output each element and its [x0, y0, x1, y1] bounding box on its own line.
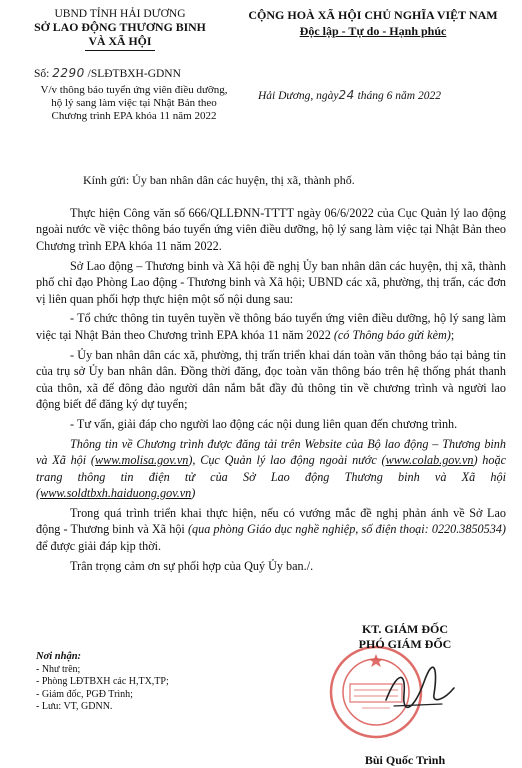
subject-line: hộ lý sang làm việc tại Nhật Bản theo [51, 97, 217, 109]
paragraph-text: - Tổ chức thông tin tuyên tuyền về thông báo tuyển ứng viên điều dưỡng, hộ lý sang làm việc tại Nhật Bản theo Chương trình EPA khóa 11 năm 2022 [36, 311, 506, 342]
document-number [34, 66, 181, 80]
website-link-colab[interactable]: www.colab.gov.vn [385, 453, 474, 468]
document-body [36, 205, 506, 578]
body-paragraph: - Tư vấn, giải đáp cho người lao động các nội dung liên quan đến chương trình. [70, 416, 458, 431]
paragraph-text: để được giải đáp kịp thời. [36, 538, 162, 553]
paragraph-text: Thông tin về Chương trình được đăng tải trên Website của Bộ lao động – Thương binh và Xã hội ( [36, 436, 506, 468]
signer-title-line1: KT. GIÁM ĐỐC [361, 622, 449, 636]
doc-number-suffix: /SLĐTBXH-GDNN [87, 68, 181, 80]
paragraph-text: ), Cục Quản lý lao động ngoài nước ( [188, 453, 386, 468]
handwritten-signature [380, 660, 460, 720]
issuer-org-line2: VÀ XÃ HỘI [88, 34, 152, 48]
body-paragraph: Thực hiện Công văn số 666/QLLĐNN-TTTT ngày 06/6/2022 của Cục Quản lý lao động ngoài nước về việc thông báo tuyển ứng viên điều dưỡng, hộ lý sang làm việc tại Nhật Bản theo Chương trình EPA khóa 11 năm 2022. [36, 206, 506, 253]
recipient-item: - Giám đốc, PGĐ Trình; [36, 688, 133, 700]
document-subject [14, 84, 254, 123]
signer-name: Bùi Quốc Trình [364, 753, 446, 767]
contact-note: (qua phòng Giáo dục nghề nghiệp, số điện thoại: 0220.3850534) [187, 522, 506, 537]
recipient-item: - Phòng LĐTBXH các H,TX,TP; [36, 676, 169, 687]
place-date [258, 88, 518, 102]
attachment-note: (có Thông báo gửi kèm) [333, 327, 451, 342]
paragraph-text: Trong quá trình triển khai thực hiện, nếu có vướng mắc đề nghị phản ánh về Sở Lao động - Thương binh và Xã hội [36, 505, 506, 537]
issuer-divider [85, 50, 155, 51]
addressee: Kính gửi: Ủy ban nhân dân các huyện, thị xã, thành phố. [83, 173, 355, 187]
recipient-item: - Như trên; [36, 663, 81, 675]
body-paragraph: Sở Lao động – Thương binh và Xã hội đề nghị Ủy ban nhân dân các huyện, thị xã, thành phố chỉ đạo Phòng Lao động - Thương binh và Xã hội; UBND các xã, phường, thị trấn, các đơn vị liên quan phối hợp thực hiện một số nội dung sau: [36, 258, 506, 306]
subject-line: Chương trình EPA khóa 11 năm 2022 [51, 110, 217, 122]
issuer-org-line1: SỞ LAO ĐỘNG THƯƠNG BINH [34, 20, 206, 34]
body-paragraph [36, 310, 506, 343]
date-day-handwritten: 24 [338, 88, 355, 102]
place-date-suffix: tháng 6 năm 2022 [357, 90, 441, 102]
paragraph-text: ) [191, 486, 196, 500]
national-motto: Độc lập - Tự do - Hạnh phúc [299, 24, 447, 38]
recipient-item: - Lưu: VT, GDNN. [36, 701, 113, 712]
body-paragraph: - Ủy ban nhân dân các xã, phường, thị trấn triển khai dán toàn văn thông báo tại bảng tin của trụ sở Ủy ban nhân dân. Đồng thời đăng, đọc toàn văn thông báo trên hệ thống phát thanh của thôn, xã để đông đảo người dân nắm bắt đầy đủ thông tin về chương trình và người lao động biết để đăng ký dự tuyển; [36, 347, 506, 411]
doc-number-prefix: Số: [34, 68, 50, 80]
body-paragraph-websites [36, 436, 506, 502]
recipients-block [36, 651, 169, 714]
subject-line: V/v thông báo tuyển ứng viên điều dưỡng, [40, 84, 228, 96]
signer-title-line2: PHÓ GIÁM ĐỐC [358, 637, 452, 651]
doc-number-handwritten: 2290 [52, 66, 85, 80]
place-date-prefix: Hải Dương, ngày [258, 90, 339, 102]
national-title: CỘNG HOÀ XÃ HỘI CHỦ NGHĨA VIỆT NAM [248, 8, 498, 22]
website-link-molisa[interactable]: www.molisa.gov.vn [95, 453, 189, 468]
parent-org: UBND TỈNH HẢI DƯƠNG [54, 8, 186, 20]
paragraph-text: ; [450, 327, 455, 342]
issuer-header [14, 8, 226, 51]
national-header [232, 8, 514, 39]
recipients-title: Nơi nhận: [36, 651, 82, 662]
signature-block [302, 622, 508, 767]
body-paragraph: Trân trọng cảm ơn sự phối hợp của Quý Ủy ban./. [70, 558, 314, 573]
body-paragraph [36, 505, 506, 554]
website-link-soldtbxh[interactable]: www.soldtbxh.haiduong.gov.vn [40, 486, 192, 500]
paragraph-text: ) hoặc trang thông tin điện tử của Sở Lao động Thương binh và Xã hội ( [36, 453, 506, 500]
